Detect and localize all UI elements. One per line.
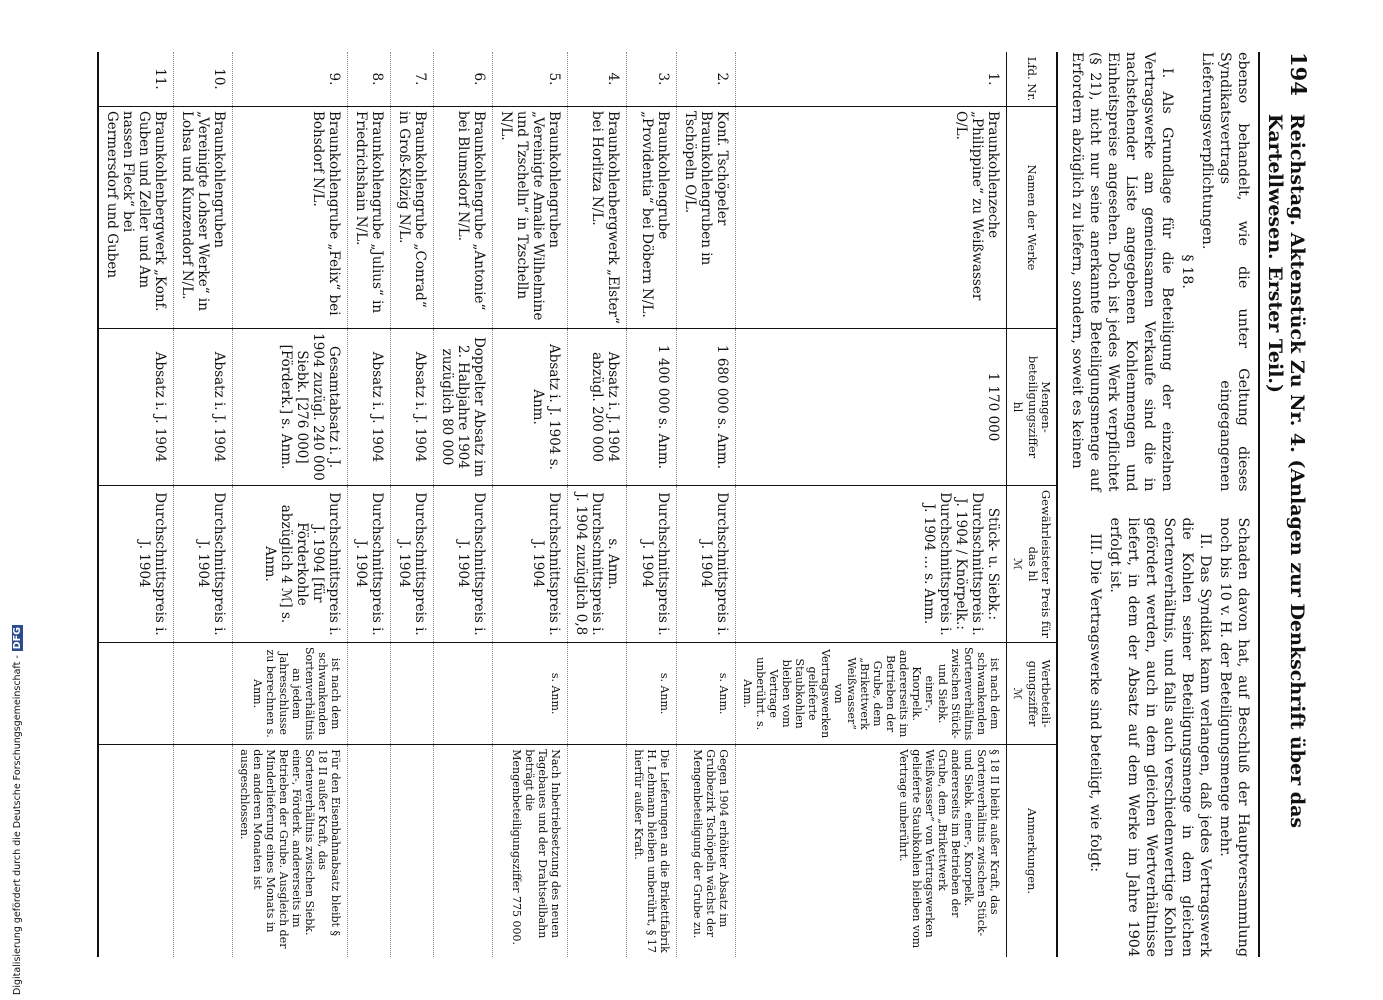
quantity-share-cell: Absatz i. J. 1904 bbox=[391, 329, 434, 486]
digitization-footer bbox=[12, 0, 23, 995]
table-row bbox=[233, 52, 348, 957]
table-row bbox=[174, 52, 233, 957]
header-menge: Mengen-beteiligungsziffer hl bbox=[1007, 329, 1058, 486]
row-number-cell: 11. bbox=[98, 52, 174, 107]
header-preis: Gewährleisteter Preis für das hl ℳ bbox=[1007, 486, 1058, 643]
row-number-cell: 8. bbox=[348, 52, 391, 107]
table-row bbox=[348, 52, 391, 957]
section-heading: § 18. bbox=[1179, 254, 1195, 289]
intro-left-column bbox=[1066, 52, 1252, 492]
quantity-share-cell: Gesamtabsatz i. J. 1904 zuzügl. 240 000 Siebk. [276 000] [Förderk.] s. Anm. bbox=[233, 329, 348, 486]
row-number-cell: 4. bbox=[568, 52, 627, 107]
table-row bbox=[98, 52, 174, 957]
quantity-share-cell: Absatz i. J. 1904 s. Anm. bbox=[493, 329, 568, 486]
guaranteed-price-cell: Durchschnittspreis i. J. 1904 bbox=[493, 486, 568, 643]
row-number-cell: 1. bbox=[736, 52, 1007, 107]
table-row bbox=[434, 52, 493, 957]
works-name-cell: Braunkohlengrube „Providentia“ bei Döbern N/L. bbox=[627, 107, 677, 329]
table-row bbox=[736, 52, 1007, 957]
guaranteed-price-cell: Durchschnittspreis i. J. 1904 bbox=[434, 486, 493, 643]
quantity-share-cell: Absatz i. J. 1904 bbox=[98, 329, 174, 486]
guaranteed-price-cell: Durchschnittspreis i. J. 1904 bbox=[174, 486, 233, 643]
table-header-row bbox=[1007, 52, 1058, 957]
remarks-cell: Für den Eisenbahnabsatz bleibt § 18 II außer Kraft, das Sortenverhältnis zwischen Siebk. einer-, Förderk. andererseits im Betrieben der Grube. Ausgleich der Minderlieferung eines Monats in den anderen Monaten ist ausgeschlossen. bbox=[233, 745, 348, 957]
page-header bbox=[1258, 52, 1311, 957]
page-number: 194 bbox=[1286, 52, 1311, 96]
guaranteed-price-cell: Stück- u. Siebk.: Durchschnittspreis i. J. 1904 / Knörpelk.: Durchschnittspreis i. J. 1904 … s. Anm. bbox=[736, 486, 1007, 643]
header-anm: Anmerkungen. bbox=[1007, 745, 1058, 957]
participation-table bbox=[97, 52, 1058, 957]
remarks-cell: Die Lieferungen an die Brikettfabrik H. Lehmann bleiben unberührt, § 17 hierfür außer Kraft. bbox=[627, 745, 677, 957]
intro-paragraph: III. Die Vertragswerke sind beteiligt, wie folgt: bbox=[1087, 533, 1103, 873]
value-share-cell bbox=[568, 643, 627, 745]
intro-paragraph: II. Das Syndikat kann verlangen, daß jedes Vertragswerk die Kohlen seiner Beteiligungsmenge in dem gleichen Sortenverhältnis, und falls auch verschiedenwertige Kohlen gefördert werden, auch in dem gleichen Wertverhältnisse liefert, in dem der Absatz auf dem Werke im Jahre 1904 erfolgt ist. bbox=[1107, 517, 1213, 957]
guaranteed-price-cell: Durchschnittspreis i. J. 1904 bbox=[391, 486, 434, 643]
guaranteed-price-cell: Durchschnittspreis i. J. 1904 bbox=[348, 486, 391, 643]
works-name-cell: Braunkohlengrube „Antonie“ bei Blumsdorf N/L. bbox=[434, 107, 493, 329]
quantity-share-cell: 1 170 000 bbox=[736, 329, 1007, 486]
intro-paragraph: ebenso behandelt, wie die unter Geltung dieses Syndikatsvertrags eingegangenen Lieferungsverpflichtungen. bbox=[1199, 52, 1251, 492]
value-share-cell: s. Anm. bbox=[493, 643, 568, 745]
works-name-cell: Braunkohlenzeche „Philippine“ zu Weißwasser O/L. bbox=[736, 107, 1007, 329]
works-name-cell: Braunkohlengrube „Julius“ in Friedrichshain N/L. bbox=[348, 107, 391, 329]
table-row bbox=[493, 52, 568, 957]
value-share-cell bbox=[391, 643, 434, 745]
table-row bbox=[391, 52, 434, 957]
value-share-cell bbox=[174, 643, 233, 745]
remarks-cell bbox=[98, 745, 174, 957]
value-share-cell: ist nach dem schwankenden Sortenverhältnis zwischen Stück- und Siebk. einer-, Knorpelk. andererseits im Betrieben der Grube, dem „Brikettwerk Weißwasser“ von Vertragswerken gelieferte Staubkohlen bleiben vom Vertrage unberührt. s. Anm. bbox=[736, 643, 1007, 745]
header-name: Namen der Werke bbox=[1007, 107, 1058, 329]
row-number-cell: 2. bbox=[677, 52, 736, 107]
value-share-cell bbox=[348, 643, 391, 745]
intro-right-column bbox=[1066, 518, 1252, 958]
works-name-cell: Braunkohlengruben „Vereinigte Lohser Werke“ in Lohsa und Kunzendorf N/L. bbox=[174, 107, 233, 329]
guaranteed-price-cell: Durchschnittspreis i. J. 1904 bbox=[98, 486, 174, 643]
works-name-cell: Konf. Tschöpeler Braunkohlengruben in Tschöpeln O/L. bbox=[677, 107, 736, 329]
remarks-cell: § 18 II bleibt außer Kraft, das Sortenverhältnis zwischen Stück- und Siebk. einer-, Knorpelk. andererseits im Betrieben der Grube, dem „Brikettwerk Weißwasser“ von Vertragswerken gelieferte Staubkohlen bleiben vom Vertrage unberührt. bbox=[736, 745, 1007, 957]
row-number-cell: 6. bbox=[434, 52, 493, 107]
dfg-logo: DFG bbox=[12, 627, 23, 650]
quantity-share-cell: 1 400 000 s. Anm. bbox=[627, 329, 677, 486]
works-name-cell: Braunkohlengruben „Vereinigte Amalie Wilhelmine und Tzschelln“ in Tzschelln N/L. bbox=[493, 107, 568, 329]
value-share-cell bbox=[434, 643, 493, 745]
remarks-cell bbox=[391, 745, 434, 957]
remarks-cell: Gegen 1904 erhöhter Absatz im Grubbezirk Tschöpeln wächst der Mengenbeteiligung der Grube zu. bbox=[677, 745, 736, 957]
quantity-share-cell: Doppelter Absatz im 2. Halbjahre 1904 zuzüglich 80 000 bbox=[434, 329, 493, 486]
value-share-cell: s. Anm. bbox=[677, 643, 736, 745]
intro-paragraph: Schaden davon hat, auf Beschluß der Hauptversammlung noch bis 10 v. H. der Beteiligungsmenge mehr. bbox=[1217, 517, 1251, 957]
remarks-cell: Nach Inbetriebsetzung des neuen Tagebaues und der Drahtseilbahn beträgt die Mengenbeteiligungsziffer 775 000. bbox=[493, 745, 568, 957]
intro-text bbox=[1066, 52, 1252, 957]
quantity-share-cell: 1 680 000 s. Anm. bbox=[677, 329, 736, 486]
works-name-cell: Braunkohlenbergwerk „Konf. Guben und Zeller und Am nassen Fleck“ bei Germersdorf und Guben bbox=[98, 107, 174, 329]
value-share-cell: ist nach dem schwankenden Sortenverhältnis an jedem Jahresschlusse zu berechnen s. Anm. bbox=[233, 643, 348, 745]
quantity-share-cell: Absatz i. J. 1904 abzügl. 200 000 bbox=[568, 329, 627, 486]
quantity-share-cell: Absatz i. J. 1904 bbox=[174, 329, 233, 486]
row-number-cell: 7. bbox=[391, 52, 434, 107]
remarks-cell bbox=[568, 745, 627, 957]
table-row bbox=[627, 52, 677, 957]
row-number-cell: 9. bbox=[233, 52, 348, 107]
row-number-cell: 10. bbox=[174, 52, 233, 107]
row-number-cell: 3. bbox=[627, 52, 677, 107]
header-nr: Lfd. Nr. bbox=[1007, 52, 1058, 107]
page-content bbox=[97, 52, 1311, 957]
guaranteed-price-cell: s. Anm. Durchschnittspreis i. J. 1904 zuzüglich 0,8 bbox=[568, 486, 627, 643]
row-number-cell: 5. bbox=[493, 52, 568, 107]
works-name-cell: Braunkohlengrube „Conrad“ in Groß-Kölzig N/L. bbox=[391, 107, 434, 329]
table-row bbox=[568, 52, 627, 957]
works-name-cell: Braunkohlenbergwerk „Elster“ bei Horlitza N/L. bbox=[568, 107, 627, 329]
table-row bbox=[677, 52, 736, 957]
page-title: Reichstag. Aktenstück Zu Nr. 4. (Anlagen zur Denkschrift über das Kartellwesen. Erster Teil.) bbox=[1264, 113, 1308, 829]
remarks-cell bbox=[348, 745, 391, 957]
guaranteed-price-cell: Durchschnittspreis i. J. 1904 bbox=[627, 486, 677, 643]
value-share-cell: s. Anm. bbox=[627, 643, 677, 745]
guaranteed-price-cell: Durchschnittspreis i. J. 1904 [für Förderkohle abzüglich 4 ℳ] s. Anm. bbox=[233, 486, 348, 643]
header-wert: Wertbeteili-gungsziffer ℳ bbox=[1007, 643, 1058, 745]
remarks-cell bbox=[174, 745, 233, 957]
remarks-cell bbox=[434, 745, 493, 957]
intro-paragraph: I. Als Grundlage für die Beteiligung der einzelnen Vertragswerke am gemeinsamen Verkaufe sind die in nachstehender Liste angegebenen Kohlenmengen und Einheitspreise angesehen. Doch ist jedes Werk verpflichtet (§ 21), nicht nur seine anerkannte Beteiligungsmenge auf Erfordern abzüglich zu liefern, sondern, soweit es keinen bbox=[1069, 52, 1175, 492]
value-share-cell bbox=[98, 643, 174, 745]
quantity-share-cell: Absatz i. J. 1904 bbox=[348, 329, 391, 486]
guaranteed-price-cell: Durchschnittspreis i. J. 1904 bbox=[677, 486, 736, 643]
works-name-cell: Braunkohlengrube „Felix“ bei Bohsdorf N/L. bbox=[233, 107, 348, 329]
footer-text: Digitalisierung gefördert durch die Deutsche Forschungsgemeinschaft - bbox=[12, 655, 23, 995]
